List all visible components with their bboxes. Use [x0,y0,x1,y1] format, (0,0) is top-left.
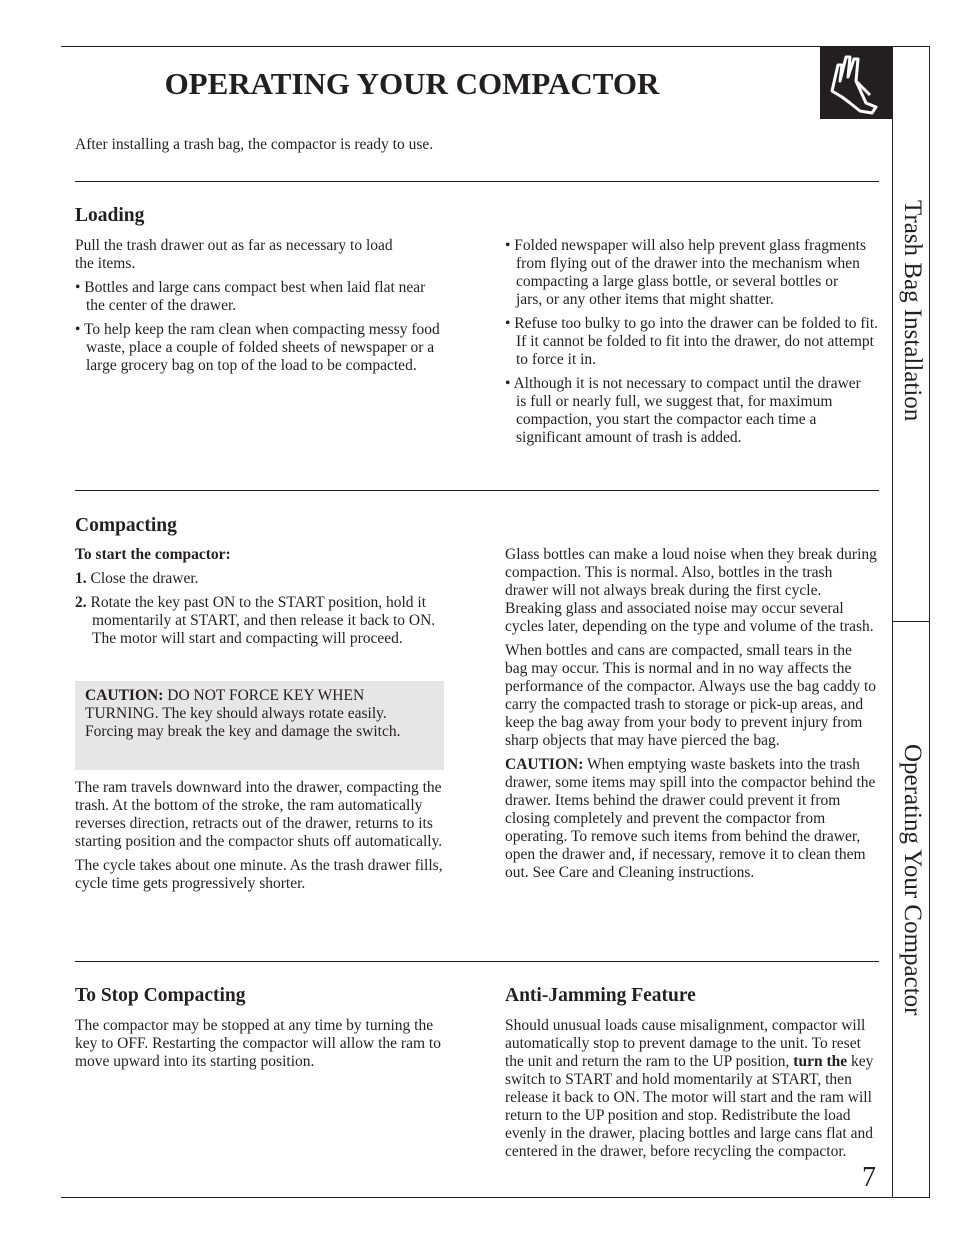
intro-text: After installing a trash bag, the compactor is ready to use. [75,136,434,153]
side-tab-left-border [892,46,893,1198]
stop-text: The compactor may be stopped at any time by turning the key to OFF. Restarting the compactor will allow the ram to move upward into its starting position. [75,1017,441,1070]
compacting-step [75,594,452,648]
loading-bullet: • To help keep the ram clean when compacting messy food waste, place a couple of folded sheets of newspaper or a large grocery bag on top of the load to be compacted. [75,321,440,374]
loading-right-column [505,237,879,453]
loading-intro: Pull the trash drawer out as far as necessary to load the items. [75,237,393,272]
step-text: Rotate the key past ON to the START position, hold it momentarily at START, and then release it back to ON. The motor will start and compacting will proceed. [90,594,436,647]
loading-bullet: • Although it is not necessary to compact until the drawer is full or nearly full, we suggest that, for maximum compaction, you start the compactor each time a significant amount of trash is added. [505,375,861,446]
loading-heading: Loading [75,205,145,226]
caution-box [75,681,444,770]
loading-bullet: • Bottles and large cans compact best when laid flat near the center of the drawer. [75,279,426,314]
right-caution-paragraph [505,756,878,882]
section-rule-1 [75,181,879,182]
loading-left-column [75,237,445,381]
section-rule-3 [75,961,879,962]
tears-paragraph: When bottles and cans are compacted, small tears in the bag may occur. This is normal and in no way affects the performance of the compactor. Always use the bag caddy to carry the compacted trash to storage or pick-up areas, and keep the bag away from your body to prevent injury from sharp objects that may have pierced the bag. [505,642,877,749]
top-rule [61,46,930,47]
section-rule-2 [75,490,879,491]
step-text: Close the drawer. [90,570,199,587]
compacting-left-column [75,546,450,654]
caution-text: DO NOT FORCE KEY WHEN TURNING. The key should always rotate easily. Forcing may break the key and damage the switch. [85,687,401,740]
page-number: 7 [862,1162,876,1193]
loading-bullet: • Refuse too bulky to go into the drawer can be folded to fit. If it cannot be folded to fit into the drawer, do not attempt to force it in. [505,315,879,368]
loading-bullet: • Folded newspaper will also help prevent glass fragments from flying out of the drawer into the mechanism when compacting a large glass bottle, or several bottles or jars, or any other items that might shatter. [505,237,866,308]
antijam-bold: turn the [793,1053,848,1070]
side-tab-right-border [929,46,930,1198]
compacting-heading: Compacting [75,515,177,536]
antijam-heading: Anti-Jamming Feature [505,985,696,1006]
stop-heading: To Stop Compacting [75,985,246,1006]
page-title: OPERATING YOUR COMPACTOR [164,66,660,101]
cycle-paragraph: The cycle takes about one minute. As the trash drawer fills, cycle time gets progressively shorter. [75,857,443,892]
caution-label: CAUTION: [85,687,164,704]
bottom-rule [61,1197,930,1198]
glass-paragraph: Glass bottles can make a loud noise when they break during compaction. This is normal. Also, bottles in the trash drawer will not always break during the first cycle. Breaking glass and associated noise may occur several cycles later, depending on the type and volume of the trash. [505,546,877,635]
antijam-text [505,1017,878,1161]
side-tab-operating-your-compactor[interactable]: Operating Your Compactor [899,744,926,1016]
antijam-text-a: Should unusual loads cause misalignment, compactor will automatically stop to prevent damage to the unit. To reset the unit and return the ram to the UP position, [505,1017,866,1070]
compacting-subheading: To start the compactor: [75,546,231,563]
side-tab-divider [892,621,930,622]
compacting-left-lower [75,779,450,899]
compacting-step [75,570,450,588]
step-number: 1. [75,570,87,587]
caution-label: CAUTION: [505,756,584,773]
antijam-text-b: key switch to START and hold momentarily at START, then release it back to ON. The motor will start and the ram will return to the UP position and stop. Redistribute the load evenly in the drawer, placing bottles and large cans flat and centered in the drawer, before recycling the compactor. [505,1053,874,1160]
step-number: 2. [75,594,87,611]
ram-paragraph: The ram travels downward into the drawer, compacting the trash. At the bottom of the stroke, the ram automatically reverses direction, retracts out of the drawer, returns to its starting position and the compactor shuts off automatically. [75,779,443,850]
compacting-right-column [505,546,878,888]
side-tab-trash-bag-installation[interactable]: Trash Bag Installation [899,200,926,422]
caution-text: When emptying waste baskets into the trash drawer, some items may spill into the compactor behind the drawer. Items behind the drawer could prevent it from closing completely and prevent the compactor from operating. To remove such items from behind the drawer, open the drawer and, if necessary, remove it to clean them out. See Care and Cleaning instructions. [505,756,876,881]
